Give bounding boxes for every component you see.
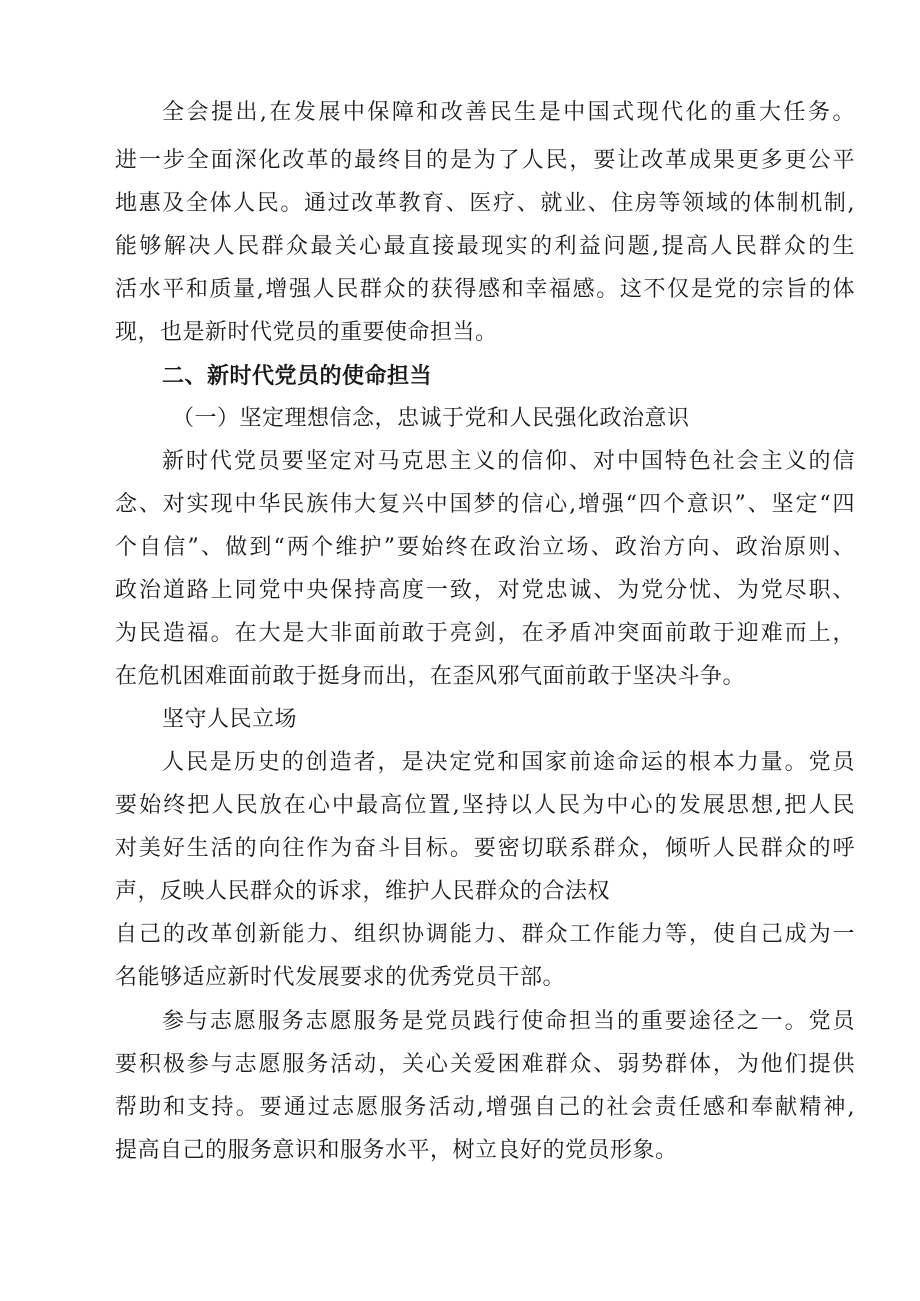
paragraph-line: 个自信”、做到“两个维护”要始终在政治立场、政治方向、政治原则、 — [115, 535, 855, 560]
subsection-heading: （一）坚定理想信念，忠诚于党和人民强化政治意识 — [172, 406, 690, 431]
paragraph-line: 要始终把人民放在心中最高位置,坚持以人民为中心的发展思想,把人民 — [115, 793, 855, 818]
paragraph-line: 能够解决人民群众最关心最直接最现实的利益问题,提高人民群众的生 — [115, 234, 855, 259]
paragraph-line: 提高自己的服务意识和服务水平，树立良好的党员形象。 — [115, 1138, 678, 1163]
paragraph-line: 自己的改革创新能力、组织协调能力、群众工作能力等，使自己成为一 — [115, 922, 855, 947]
paragraph-line: 声，反映人民群众的诉求，维护人民群众的合法权 — [115, 879, 611, 904]
paragraph-line: 活水平和质量,增强人民群众的获得感和幸福感。这不仅是党的宗旨的体 — [115, 277, 855, 302]
paragraph-line: 参与志愿服务志愿服务是党员践行使命担当的重要途径之一。党员 — [162, 1009, 855, 1034]
paragraph-line: 念、对实现中华民族伟大复兴中国梦的信心,增强“四个意识”、坚定“四 — [115, 492, 855, 517]
paragraph-line: 在危机困难面前敢于挺身而出，在歪风邪气面前敢于坚决斗争。 — [115, 664, 746, 689]
paragraph-line: 人民是历史的创造者，是决定党和国家前途命运的根本力量。党员 — [162, 750, 855, 775]
section-subtitle: 坚守人民立场 — [162, 707, 298, 732]
paragraph-line: 地惠及全体人民。通过改革教育、医疗、就业、住房等领域的体制机制, — [115, 191, 855, 216]
paragraph-line: 政治道路上同党中央保持高度一致，对党忠诚、为党分忧、为党尽职、 — [115, 578, 855, 603]
paragraph-line: 名能够适应新时代发展要求的优秀党员干部。 — [115, 965, 566, 990]
paragraph-line: 帮助和支持。要通过志愿服务活动,增强自己的社会责任感和奉献精神, — [115, 1095, 855, 1120]
paragraph-line: 新时代党员要坚定对马克思主义的信仰、对中国特色社会主义的信 — [162, 449, 855, 474]
paragraph-line: 现，也是新时代党员的重要使命担当。 — [115, 320, 498, 345]
paragraph-line: 进一步全面深化改革的最终目的是为了人民，要让改革成果更多更公平 — [115, 148, 855, 173]
paragraph-line: 要积极参与志愿服务活动，关心关爱困难群众、弱势群体，为他们提供 — [115, 1052, 855, 1077]
section-heading: 二、新时代党员的使命担当 — [162, 363, 433, 389]
paragraph-line: 对美好生活的向往作为奋斗目标。要密切联系群众，倾听人民群众的呼 — [115, 836, 855, 861]
paragraph-line: 为民造福。在大是大非面前敢于亮剑，在矛盾冲突面前敢于迎难而上， — [115, 621, 855, 646]
paragraph-line: 全会提出,在发展中保障和改善民生是中国式现代化的重大任务。 — [162, 100, 855, 125]
